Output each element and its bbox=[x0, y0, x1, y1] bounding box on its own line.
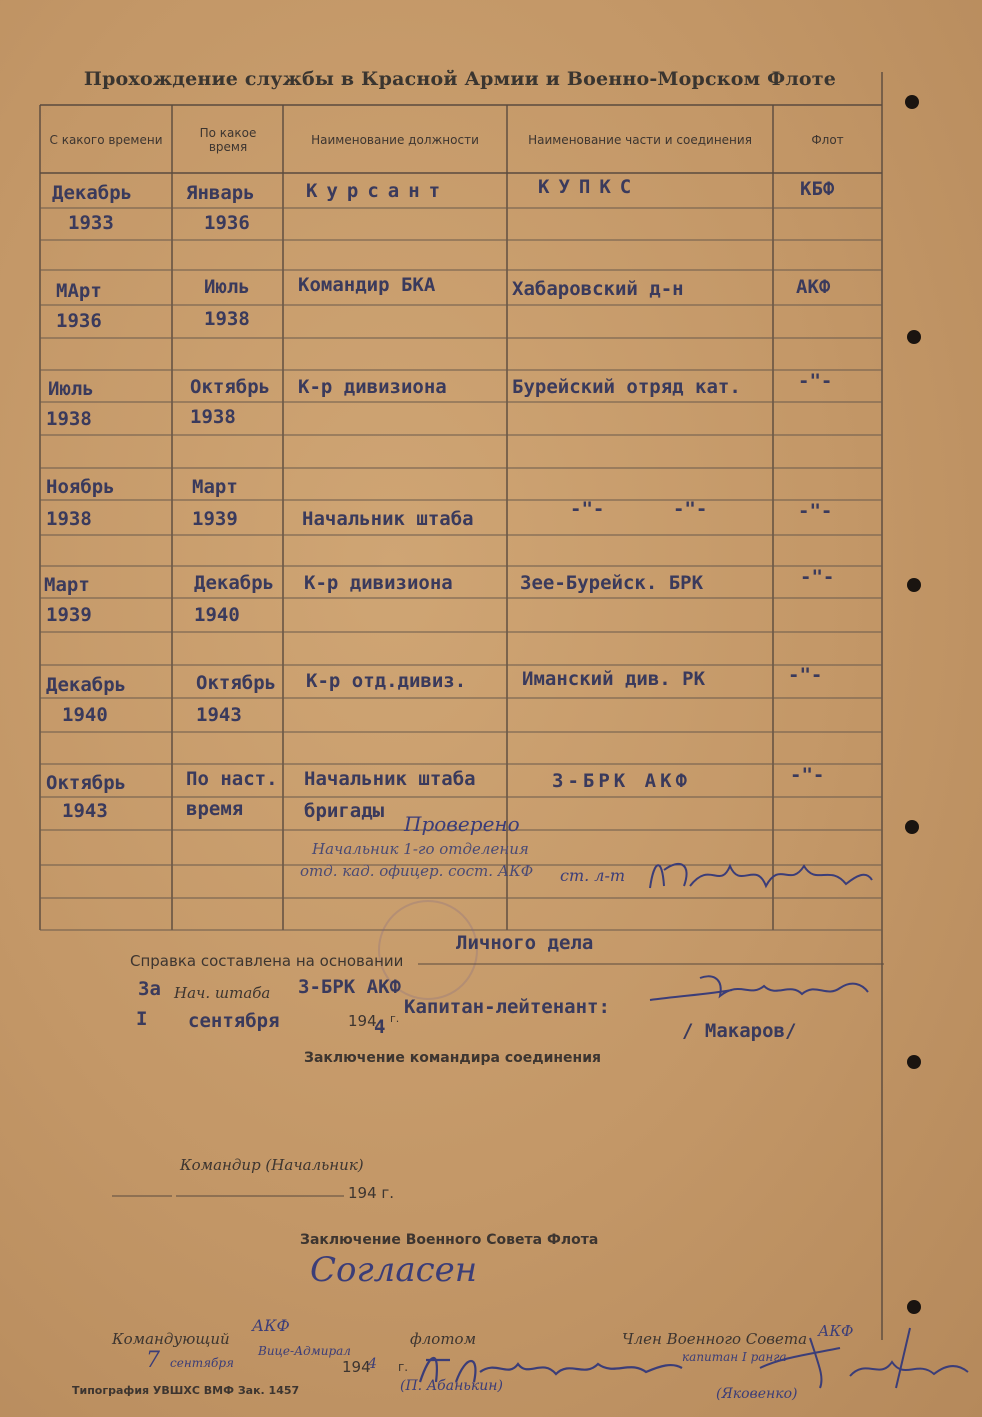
row-3-from-month: Июль bbox=[48, 378, 94, 400]
row-7-from-month: Октябрь bbox=[46, 772, 127, 794]
row-4-unit: -"- -"- bbox=[570, 498, 708, 520]
row-1-unit: КУПКС bbox=[538, 176, 641, 198]
row-7-from-year: 1943 bbox=[62, 800, 108, 822]
row-7-to-month: По наст. bbox=[186, 768, 278, 790]
row-5-to-year: 1940 bbox=[194, 604, 240, 626]
row-3-to-month: Октябрь bbox=[190, 376, 271, 398]
row-7-position: Начальник штаба bbox=[304, 768, 476, 790]
compiler-signature bbox=[640, 970, 880, 1014]
row-4-from-month: Ноябрь bbox=[46, 476, 115, 498]
verifier-signature bbox=[640, 850, 880, 900]
verification-line-1: Начальник 1-го отделения bbox=[312, 840, 529, 858]
column-header-unit: Наименование части и соединения bbox=[528, 133, 752, 147]
sign-month-handwritten: сентября bbox=[170, 1356, 235, 1370]
fleet-commander-label: Командующий bbox=[112, 1330, 230, 1348]
compiler-unit: 3-БРК АКФ bbox=[298, 976, 401, 998]
row-7-to-year: время bbox=[186, 798, 244, 820]
compiler-year-digit: 4 bbox=[374, 1016, 386, 1038]
commander-conclusion-heading: Заключение командира соединения bbox=[304, 1050, 602, 1066]
verification-line-2: отд. кад. офицер. сост. АКФ bbox=[300, 862, 534, 880]
verified-handwritten: Проверено bbox=[404, 812, 520, 836]
row-5-fleet: -"- bbox=[800, 566, 835, 588]
sign-year-digit: 4 bbox=[368, 1356, 377, 1372]
row-5-position: К-р дивизиона bbox=[304, 572, 453, 594]
sign-year: 194 bbox=[342, 1358, 371, 1376]
row-7-position-continued: бригады bbox=[304, 800, 385, 822]
row-6-from-year: 1940 bbox=[62, 704, 108, 726]
row-6-to-year: 1943 bbox=[196, 704, 242, 726]
row-6-unit: Иманский див. РК bbox=[522, 668, 706, 690]
row-2-unit: Хабаровский д-н bbox=[512, 278, 684, 300]
compiler-rank: Капитан-лейтенант: bbox=[404, 996, 610, 1018]
row-2-fleet: АКФ bbox=[796, 276, 831, 298]
basis-underline bbox=[418, 962, 884, 966]
row-5-to-month: Декабрь bbox=[194, 572, 275, 594]
row-1-to-year: 1936 bbox=[204, 212, 250, 234]
sign-year-suffix: г. bbox=[398, 1360, 409, 1374]
row-4-to-year: 1939 bbox=[192, 508, 238, 530]
council-member-fleet-handwritten: АКФ bbox=[818, 1322, 854, 1340]
row-1-fleet: КБФ bbox=[800, 178, 835, 200]
row-1-from-year: 1933 bbox=[68, 212, 114, 234]
row-3-unit: Бурейский отряд кат. bbox=[512, 376, 741, 398]
fleet-commander-rank-handwritten: Вице-Адмирал bbox=[258, 1344, 351, 1358]
row-2-to-month: Июль bbox=[204, 276, 250, 298]
sign-day-handwritten: 7 bbox=[146, 1348, 160, 1373]
compiler-year-prefix: 194 bbox=[348, 1012, 377, 1030]
row-1-to-month: Январь bbox=[186, 182, 255, 204]
row-6-to-month: Октябрь bbox=[196, 672, 277, 694]
row-1-from-month: Декабрь bbox=[52, 182, 133, 204]
council-decision-handwritten: Согласен bbox=[310, 1250, 478, 1290]
compiler-day: I bbox=[136, 1008, 148, 1030]
compiler-prefix: За bbox=[138, 978, 161, 1000]
verifier-rank-handwritten: ст. л-т bbox=[560, 866, 626, 885]
column-header-from: С какого времени bbox=[49, 133, 163, 147]
row-4-to-month: Март bbox=[192, 476, 238, 498]
row-7-unit: 3-БРК АКФ bbox=[552, 770, 691, 792]
commander-date-line bbox=[112, 1194, 344, 1198]
council-member-rank-handwritten: капитан I ранга bbox=[682, 1350, 787, 1364]
basis-label: Справка составлена на основании bbox=[130, 952, 404, 970]
printer-imprint: Типография УВШХС ВМФ Зак. 1457 bbox=[72, 1384, 300, 1397]
row-5-unit: Зее-Бурейск. БРК bbox=[520, 572, 704, 594]
council-member-label: Член Военного Совета bbox=[622, 1330, 808, 1348]
column-header-fleet: Флот bbox=[811, 133, 844, 147]
row-4-position: Начальник штаба bbox=[302, 508, 474, 530]
row-5-from-month: Март bbox=[44, 574, 90, 596]
row-6-from-month: Декабрь bbox=[46, 674, 127, 696]
row-6-fleet: -"- bbox=[788, 664, 823, 686]
row-2-position: Командир БКА bbox=[298, 274, 436, 296]
row-3-from-year: 1938 bbox=[46, 408, 92, 430]
column-header-to: По какое время bbox=[199, 126, 257, 154]
row-4-from-year: 1938 bbox=[46, 508, 92, 530]
compiler-name: / Макаров/ bbox=[682, 1020, 797, 1042]
fleet-commander-fleet-handwritten: АКФ bbox=[252, 1316, 290, 1335]
row-3-fleet: -"- bbox=[798, 370, 833, 392]
form-title: Прохождение службы в Красной Армии и Военно-Морском Флоте bbox=[83, 68, 837, 90]
compiler-title-label: Нач. штаба bbox=[174, 984, 271, 1002]
basis-value: Личного дела bbox=[456, 932, 594, 954]
row-3-position: К-р дивизиона bbox=[298, 376, 447, 398]
compiler-year-suffix: г. bbox=[390, 1012, 400, 1025]
row-2-from-year: 1936 bbox=[56, 310, 102, 332]
column-header-position: Наименование должности bbox=[311, 133, 479, 147]
commander-label: Командир (Начальник) bbox=[180, 1156, 364, 1174]
council-conclusion-heading: Заключение Военного Совета Флота bbox=[300, 1232, 599, 1248]
row-6-position: К-р отд.дивиз. bbox=[306, 670, 467, 692]
council-member-name-handwritten: (Яковенко) bbox=[716, 1386, 798, 1402]
row-3-to-year: 1938 bbox=[190, 406, 236, 428]
commander-date-year: 194 г. bbox=[348, 1184, 395, 1202]
row-5-from-year: 1939 bbox=[46, 604, 92, 626]
row-7-fleet: -"- bbox=[790, 764, 825, 786]
row-1-position: Курсант bbox=[306, 180, 450, 202]
row-2-from-month: МАрт bbox=[56, 280, 102, 302]
fleet-word: флотом bbox=[410, 1330, 477, 1348]
row-4-fleet: -"- bbox=[798, 500, 833, 522]
compiler-month: сентября bbox=[188, 1010, 280, 1032]
fleet-commander-name-handwritten: (П. Абанькин) bbox=[400, 1378, 503, 1394]
row-2-to-year: 1938 bbox=[204, 308, 250, 330]
